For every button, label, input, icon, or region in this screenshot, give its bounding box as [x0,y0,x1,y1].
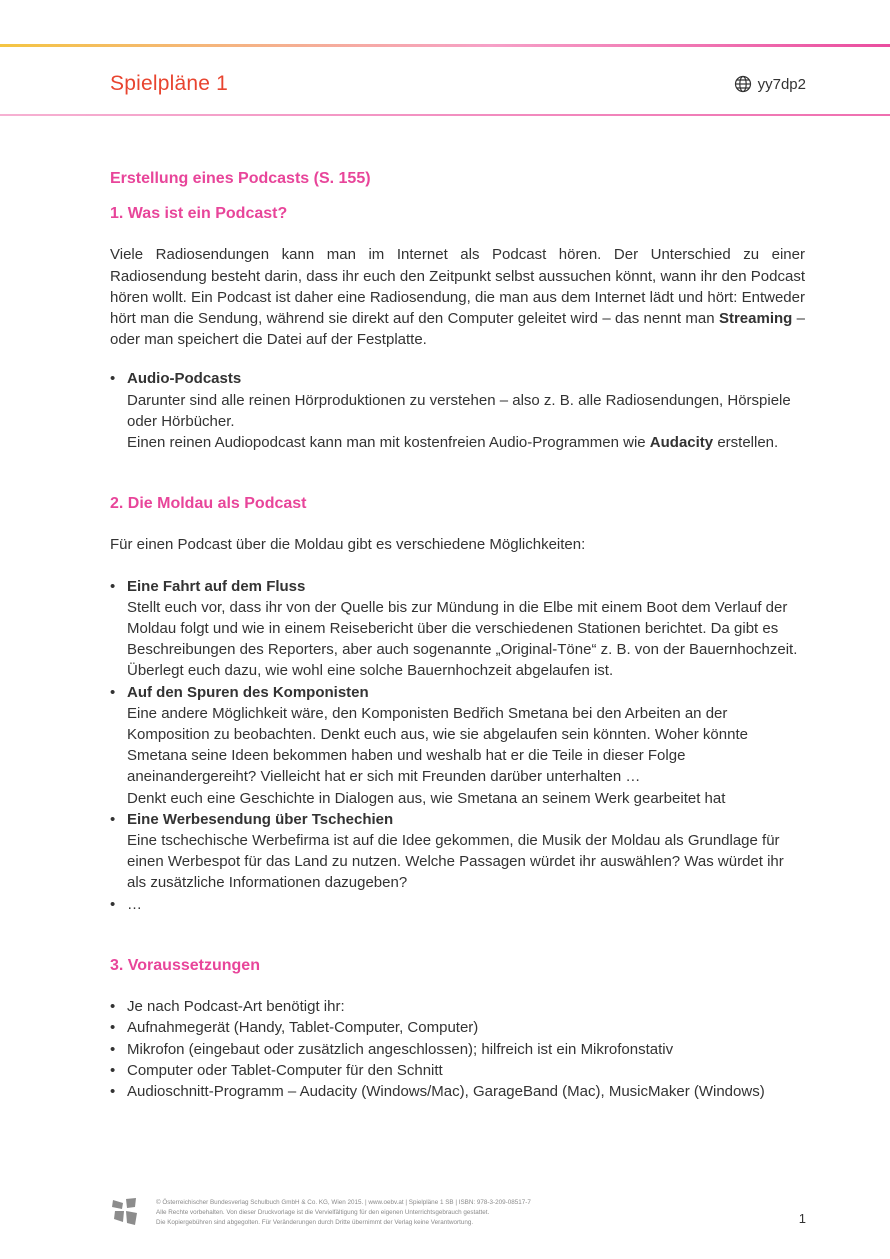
section-1-text-b: – oder man speichert die Datei auf der Festplatte. [110,310,805,349]
ellipsis: • … [127,895,142,913]
top-decorative-line [0,44,890,47]
list-item: • Je nach Podcast-Art benötigt ihr: [110,996,805,1017]
bullet-text-bold: Audacity [649,434,714,452]
list-item [110,368,805,453]
bullet-text-2a: Einen reinen Audiopodcast kann man mit kostenfreien Audio-Programmen wie [127,434,650,452]
list-item: • Mikrofon (eingebaut oder zusätzlich angeschlossen); hilfreich ist ein Mikrofonstativ [110,1039,805,1060]
list-item [110,894,805,915]
page-header-title: Spielpläne 1 [110,72,228,95]
section-1-text-a: Viele Radiosendungen kann man im Internet als Podcast hören. Der Unterschied zu einer Radiosendung besteht darin, dass ihr euch den Zeitpunkt selbst aussuchen könnt, wann ihr den Podcast hören wollt. Ein Podcast ist daher eine Radiosendung, die man aus dem Internet lädt und hört: Entweder hört man die Sendung, während sie direkt auf den Computer geleitet wird – das nennt man [110,246,805,328]
list-item [110,576,805,682]
section-1-text-bold: Streaming [718,310,793,328]
bullet-text-2 [127,432,805,453]
globe-icon [734,75,752,93]
bullet-text: Stellt euch vor, dass ihr von der Quelle bis zur Mündung in die Elbe mit einem Boot dem Verlauf der Moldau folgt und wie in einem Reisebericht über die verschiedenen Stationen berichtet. Da gibt es Beschreibungen des Reporters, aber auch sogenannte „Original-Töne“ z. B. von der Bauernhochzeit. Überlegt euch dazu, wie wohl eine solche Bauernhochzeit abgelaufen ist. [127,598,798,680]
section-3-title: 3. Voraussetzungen [110,956,260,974]
section-2-title: 2. Die Moldau als Podcast [110,495,307,513]
list-item: • Aufnahmegerät (Handy, Tablet-Computer, Computer) [110,1017,805,1038]
copyright-line-1: © Österreichischer Bundesverlag Schulbuch GmbH & Co. KG, Wien 2015. | www.oebv.at | Spielpläne 1 SB | ISBN: 978-3-209-08517-7 [156,1199,531,1206]
page-footer [110,1192,810,1232]
list-item: • Audioschnitt-Programm – Audacity (Windows/Mac), GarageBand (Mac), MusicMaker (Windows) [110,1081,805,1102]
bullet-text-2: Denkt euch eine Geschichte in Dialogen aus, wie Smetana an seinem Werk gearbeitet hat [127,789,726,807]
page-number: 1 [798,1211,806,1226]
bullet-text: Eine tschechische Werbefirma ist auf die Idee gekommen, die Musik der Moldau als Grundlage für einen Werbespot für das Land zu nutzen. Welche Passagen würdet ihr auswählen? Was würdet ihr als zusätzliche Informationen dazugeben? [127,832,784,892]
header-divider [0,114,890,116]
bullet-title: • Eine Fahrt auf dem Fluss [127,577,306,595]
section-1-paragraph [110,244,805,350]
publisher-logo-icon [110,1196,140,1228]
list-item: • Computer oder Tablet-Computer für den Schnitt [110,1060,805,1081]
section-1-title: 1. Was ist ein Podcast? [110,205,288,223]
bullet-title: • Eine Werbesendung über Tschechien [127,810,394,828]
section-1-list [110,368,805,453]
bullet-text-2b: erstellen. [713,434,779,452]
document-body [110,168,805,1102]
bullet-text: Eine andere Möglichkeit wäre, den Komponisten Bedřich Smetana bei den Arbeiten an der Komposition zu beobachten. Denkt euch aus, wie sie abgelaufen sein könnten. Woher könnte Smetana seine Ideen bekommen haben und weshalb hat er die Teile in dieser Folge aneinandergereiht? Vielleicht hat er sich mit Freunden darüber unterhalten … [127,704,748,786]
section-2-list [110,576,805,915]
copyright-text [156,1198,676,1228]
online-code[interactable] [734,75,806,93]
copyright-line-2: Alle Rechte vorbehalten. Von dieser Druckvorlage ist die Vervielfältigung für den eigenen Unterrichtsgebrauch gestattet. [156,1209,490,1216]
list-item [110,682,805,809]
document-title: Erstellung eines Podcasts (S. 155) [110,170,371,187]
copyright-line-3: Die Kopiergebühren sind abgegolten. Für Veränderungen durch Dritte übernimmt der Verlag keine Verantwortung. [156,1219,474,1226]
list-item [110,809,805,894]
bullet-title: • Auf den Spuren des Komponisten [127,683,369,701]
section-2-intro: Für einen Podcast über die Moldau gibt es verschiedene Möglichkeiten: [110,536,586,554]
bullet-title: • Audio-Podcasts [127,370,242,388]
online-code-text: yy7dp2 [757,75,806,93]
bullet-text: Darunter sind alle reinen Hörproduktionen zu verstehen – also z. B. alle Radiosendungen, Hörspiele oder Hörbücher. [127,391,791,430]
section-3-list [110,996,805,1102]
